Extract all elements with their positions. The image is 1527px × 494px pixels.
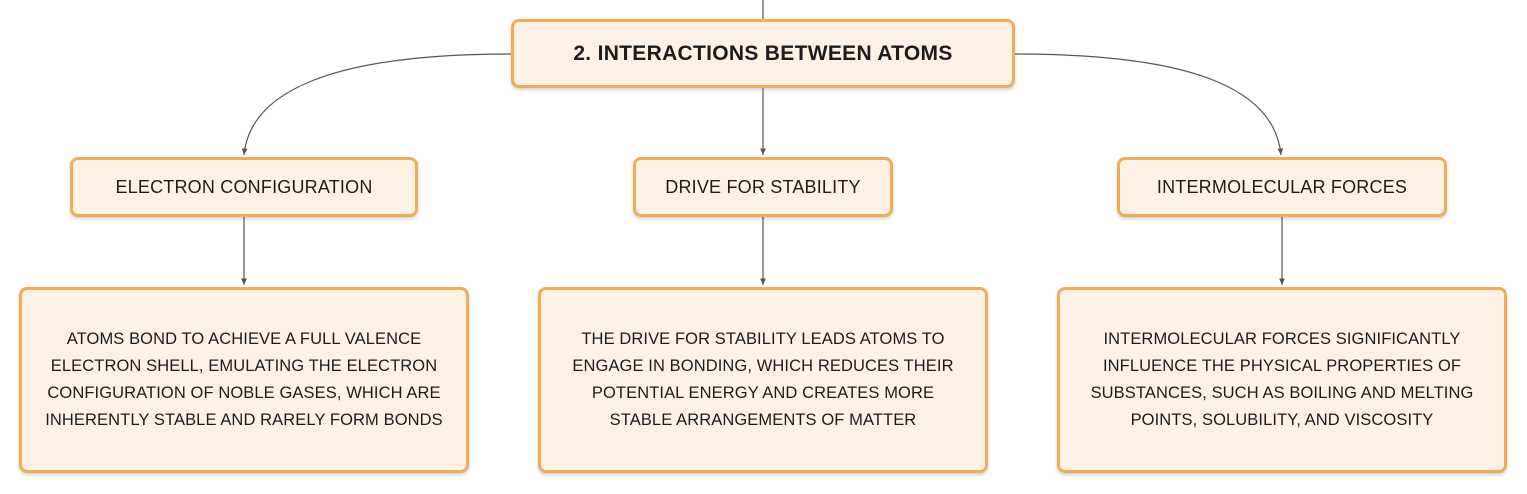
detail-node-electron-configuration[interactable] bbox=[19, 287, 469, 473]
detail-node-text: INTERMOLECULAR FORCES SIGNIFICANTLY INFLUENCE THE PHYSICAL PROPERTIES OF SUBSTANCES, SUCH AS BOILING AND MELTING POINTS, SOLUBILITY, AND VISCOSITY bbox=[1090, 330, 1474, 429]
connector-root-topic-1 bbox=[244, 54, 511, 155]
connector-root-topic-3 bbox=[1015, 54, 1281, 155]
detail-node-text: THE DRIVE FOR STABILITY LEADS ATOMS TO ENGAGE IN BONDING, WHICH REDUCES THEIR POTENTIAL ENERGY AND CREATES MORE STABLE ARRANGEMENTS OF MATTER bbox=[572, 330, 954, 429]
detail-node-intermolecular-forces[interactable] bbox=[1057, 287, 1507, 473]
topic-node-label: INTERMOLECULAR FORCES bbox=[1156, 176, 1408, 197]
detail-node-drive-for-stability[interactable] bbox=[538, 287, 988, 473]
topic-node-drive-for-stability[interactable] bbox=[633, 157, 893, 217]
topic-node-electron-configuration[interactable] bbox=[70, 157, 418, 217]
root-node-label: 2. INTERACTIONS BETWEEN ATOMS bbox=[573, 41, 953, 65]
topic-node-label: DRIVE FOR STABILITY bbox=[665, 176, 861, 197]
root-node[interactable] bbox=[511, 19, 1015, 88]
topic-node-intermolecular-forces[interactable] bbox=[1117, 157, 1447, 217]
topic-node-label: ELECTRON CONFIGURATION bbox=[115, 176, 373, 197]
detail-node-text: ATOMS BOND TO ACHIEVE A FULL VALENCE ELECTRON SHELL, EMULATING THE ELECTRON CONFIGURATION OF NOBLE GASES, WHICH ARE INHERENTLY STABLE AND RARELY FORM BONDS bbox=[45, 330, 443, 429]
